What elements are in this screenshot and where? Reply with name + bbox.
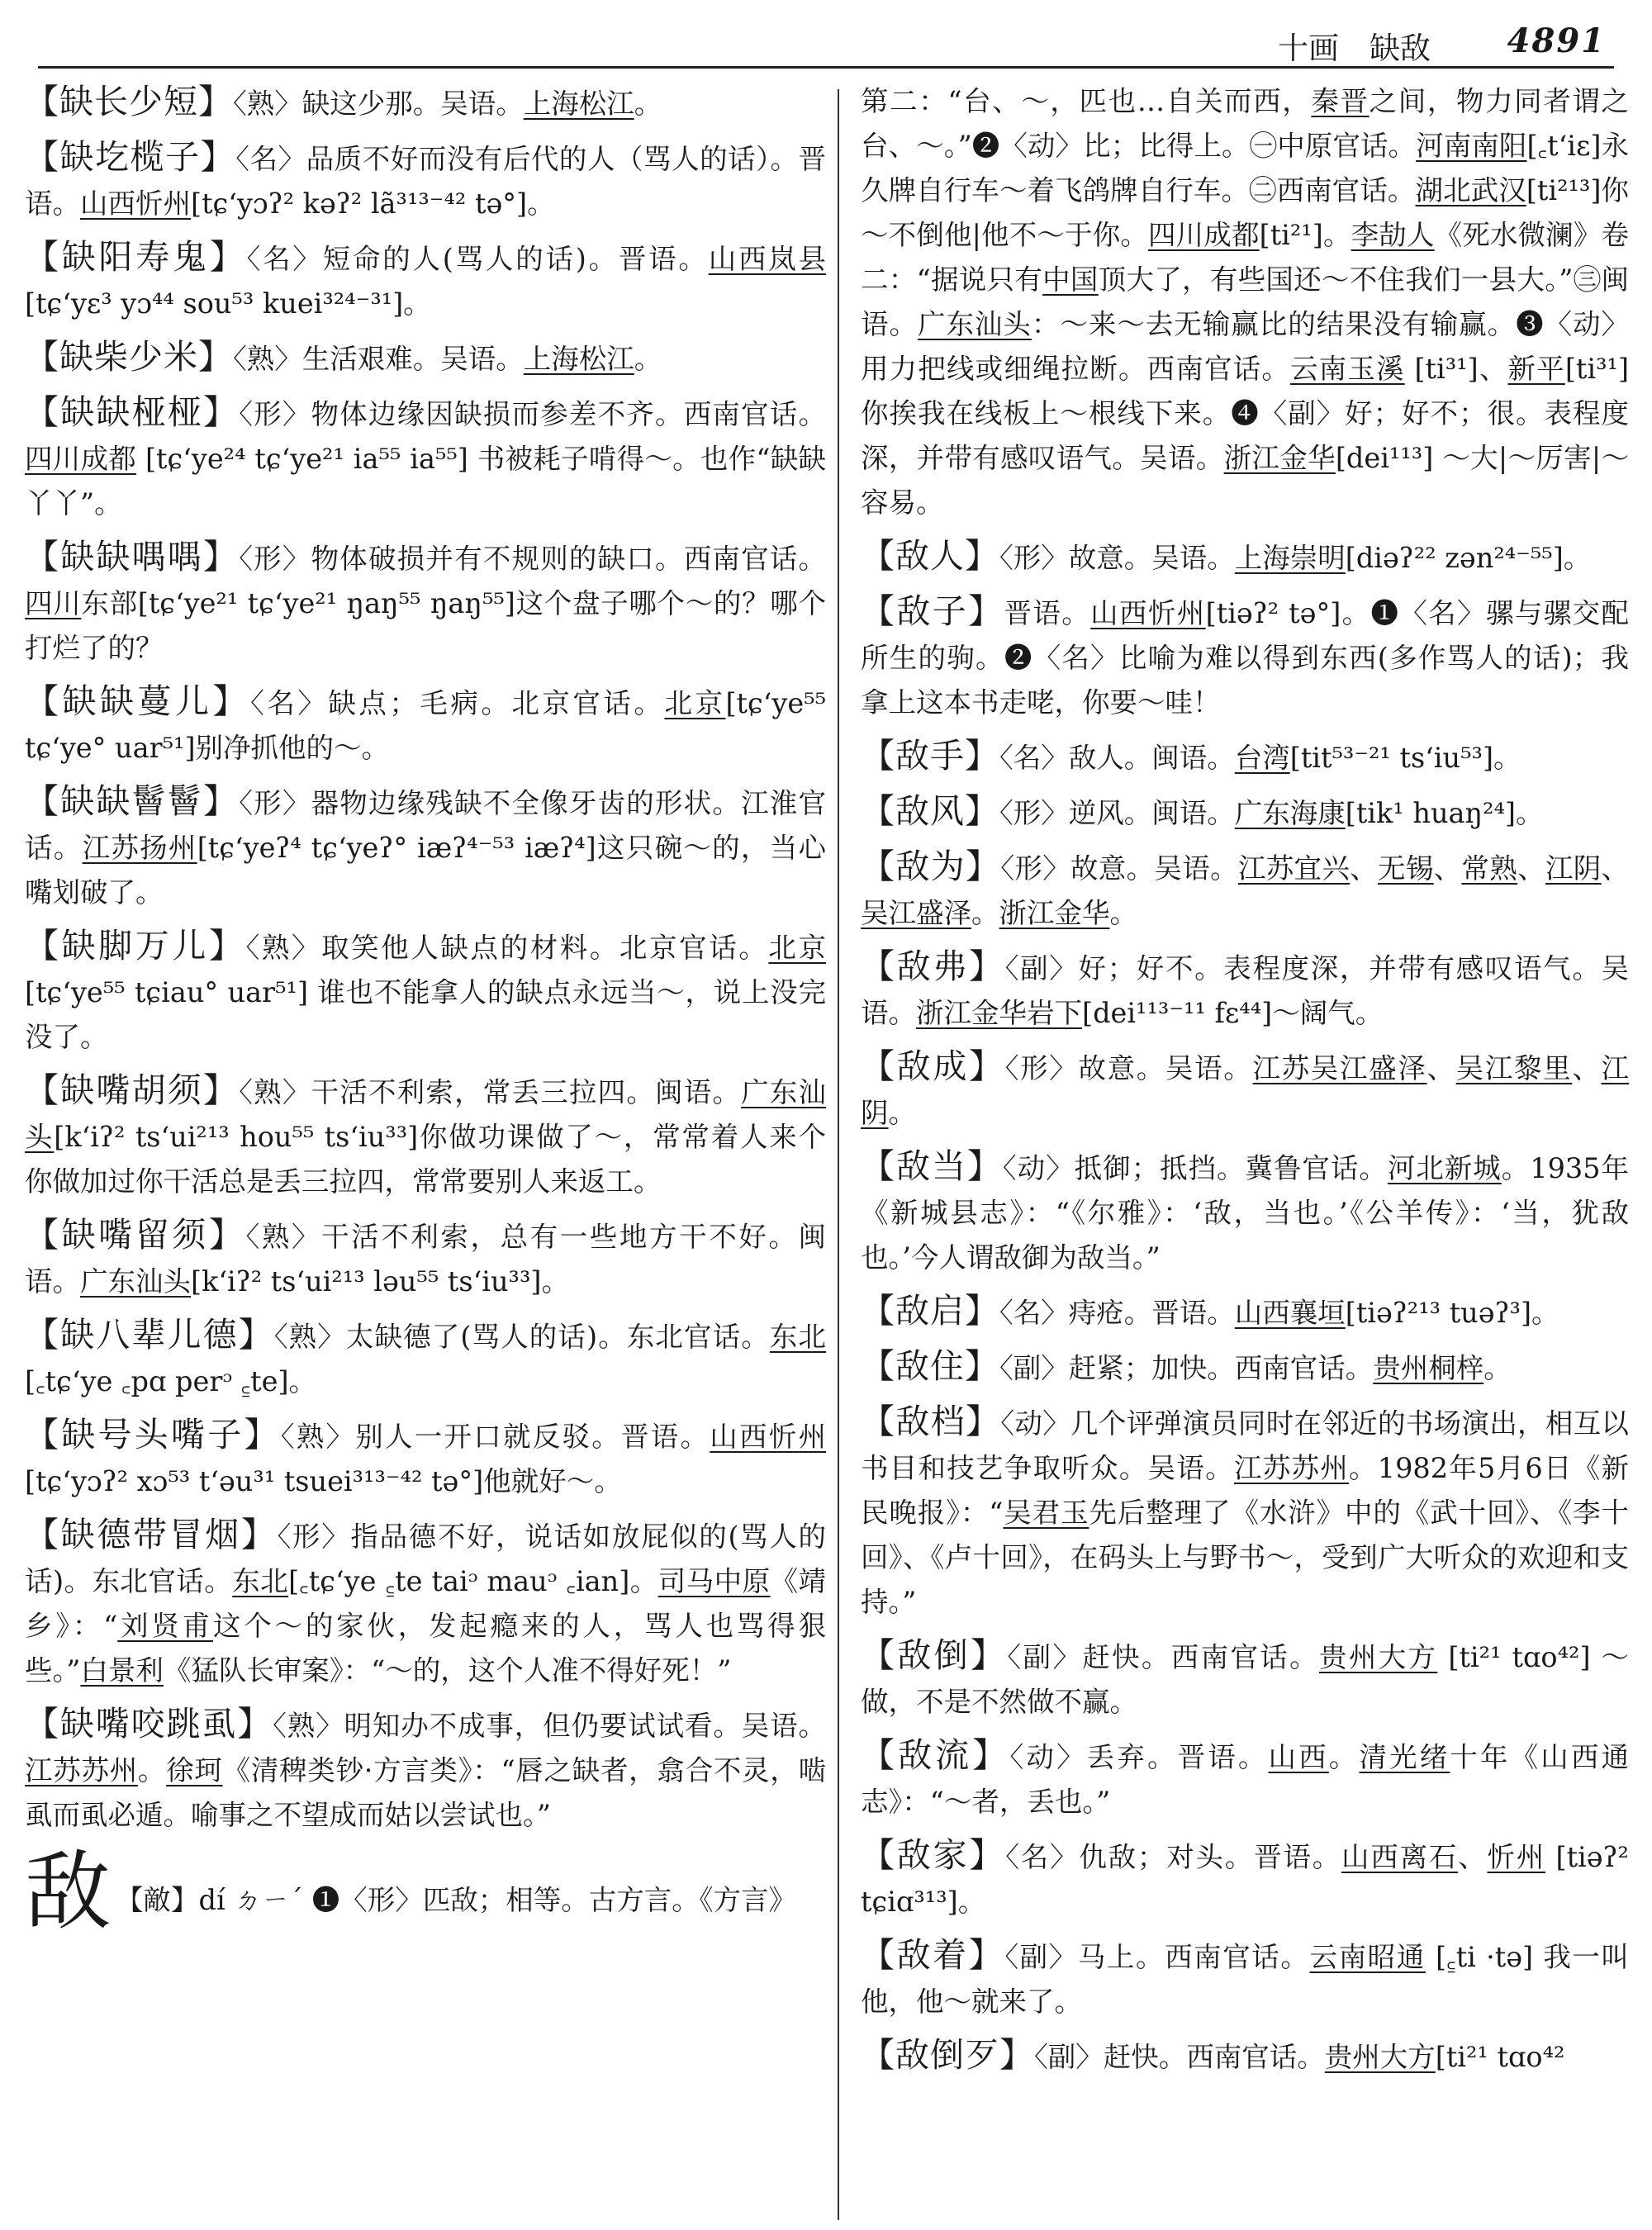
dictionary-entry	[25, 1312, 826, 1404]
left-column	[25, 79, 826, 1945]
place-name: 四川	[25, 587, 82, 619]
dictionary-entry	[25, 1068, 826, 1204]
dictionary-entry	[861, 1044, 1629, 1136]
entry-headword: 【缺阳寿鬼】	[25, 237, 247, 277]
definition-text: 〈名〉品质不好而没有后代的人（骂人的话）。晋语。	[25, 143, 827, 220]
entry-headword: 【缺嘴胡须】	[25, 1070, 240, 1110]
chapter-title: 十画 缺敌	[1278, 31, 1431, 66]
place-name: 河南南阳	[1416, 130, 1527, 162]
dictionary-entry	[25, 779, 826, 915]
definition-text: 【敵】dí ㄉㄧˊ ❶〈形〉匹敌；相等。古方言。《方言》	[116, 1884, 796, 1916]
place-name: 江苏苏州	[25, 1754, 138, 1786]
place-name: 山西	[1268, 1741, 1329, 1773]
place-name: 四川成都	[25, 443, 137, 475]
definition-text: 〈熟〉缺这少那。吴语。	[233, 88, 524, 120]
definition-text: 〈熟〉生活艰难。吴语。	[233, 343, 524, 375]
entry-headword: 【缺脚万儿】	[25, 926, 246, 966]
definition-text: 、	[1350, 852, 1378, 885]
dictionary-entry	[861, 944, 1629, 1036]
definition-text: 〈名〉敌人。闽语。	[999, 742, 1235, 774]
definition-text: 这个～的家伙，发起瘾来的人，骂人也骂得狠些。”	[25, 1610, 826, 1687]
definition-text: 。1982年5月6日《新民晚报》：“	[861, 1452, 1629, 1529]
place-name: 北京	[664, 687, 726, 719]
definition-text: [diəʔ²² zən²⁴⁻⁵⁵]。	[1345, 542, 1592, 574]
dictionary-entry	[861, 844, 1629, 936]
entry-headword: 【敌家】	[861, 1835, 1006, 1875]
place-name: 山西岚县	[708, 243, 827, 275]
entry-headword: 【缺嘴留须】	[25, 1215, 246, 1255]
place-name: 广东汕头	[80, 1265, 191, 1298]
definition-text: [tiəʔ² tɕiɑ³¹³]。	[861, 1841, 1629, 1918]
definition-text: [dei¹¹³⁻¹¹ fɛ⁴⁴]～阔气。	[1082, 997, 1384, 1029]
entry-headword: 【缺号头嘴子】	[25, 1415, 281, 1454]
definition-text: 〈形〉故意。吴语。	[999, 542, 1235, 574]
place-name: 贵州桐梓	[1373, 1352, 1484, 1384]
definition-text: 。	[888, 1097, 916, 1129]
place-name: 刘贤甫	[117, 1610, 213, 1642]
place-name: 山西忻州	[710, 1421, 826, 1453]
place-name: 白景利	[80, 1654, 164, 1687]
definition-text: 〈副〉赶紧；加快。西南官话。	[999, 1352, 1374, 1384]
dictionary-entry	[861, 1144, 1629, 1280]
place-name: 秦晋	[1311, 85, 1370, 117]
definition-text: 十年《山西通志》：“～者，丢也。”	[861, 1741, 1630, 1818]
definition-text: [꜀tɕʻye ꜁te taiᵓ mauᵓ ꜀ian]。	[288, 1565, 658, 1597]
entry-headword: 【缺德带冒烟】	[25, 1515, 278, 1554]
right-column	[861, 79, 1629, 2088]
definition-text: [ti²¹³]你～不倒他|他不～于你。	[861, 174, 1630, 251]
dictionary-entry	[861, 789, 1629, 836]
dictionary-entry	[861, 589, 1629, 725]
definition-text: 第二：“台、～，匹也…自关而西，	[861, 85, 1312, 117]
definition-text: 晋语。	[1004, 597, 1091, 629]
entry-headword: 【敌当】	[861, 1146, 1003, 1186]
definition-text: 东部[tɕʻye²¹ tɕʻye²¹ ŋaŋ⁵⁵ ŋaŋ⁵⁵]这个盘子哪个～的？哪个打烂了的？	[25, 587, 827, 664]
definition-text: [tik¹ huaŋ²⁴]。	[1345, 797, 1544, 829]
dictionary-entry	[25, 334, 826, 382]
definition-text: 、	[1572, 1052, 1602, 1084]
definition-text: 《死水微澜》卷二：“据说只有	[861, 219, 1630, 296]
definition-text: 、	[1433, 852, 1462, 885]
definition-text: 〈形〉物体破损并有不规则的缺口。西南官话。	[239, 543, 827, 575]
definition-text: [tɕʻyeʔ⁴ tɕʻyeʔ° iæʔ⁴⁻⁵³ iæʔ⁴]这只碗～的，当心嘴划破了。	[25, 832, 827, 909]
dictionary-entry	[861, 733, 1629, 780]
definition-text: 《清稗类钞·方言类》：“唇之缺者，翕合不灵，啮虱而虱必遁。喻事之不望成而姑以尝试也。”	[25, 1754, 827, 1831]
place-name: 山西忻州	[80, 187, 191, 220]
entry-headword: 【敌子】	[861, 591, 1004, 631]
entry-headword: 【缺柴少米】	[25, 337, 233, 377]
definition-text: 。	[137, 1754, 167, 1786]
place-name: 无锡	[1378, 852, 1434, 885]
place-name: 浙江金华	[1223, 442, 1336, 474]
place-name: 中国	[1042, 263, 1099, 296]
place-name: 台湾	[1234, 742, 1290, 774]
entry-headword: 【缺八辈儿德】	[25, 1315, 274, 1355]
definition-text: [ti³¹]你挨我在线板上～根线下来。❹〈副〉好；好不；很。表程度深，并带有感叹语气。吴语。	[861, 353, 1630, 474]
place-name: 上海崇明	[1234, 542, 1346, 574]
head-character-entry	[25, 1841, 826, 1942]
column-divider	[838, 89, 839, 2220]
definition-text: [dei¹¹³] ～大|～厉害|～容易。	[861, 442, 1630, 519]
entry-headword: 【敌倒】	[861, 1635, 1008, 1675]
place-name: 江苏宜兴	[1237, 852, 1351, 885]
definition-text: [ti²¹ tɑo⁴²	[1435, 2041, 1565, 2073]
place-name: 河北新城	[1387, 1152, 1502, 1184]
definition-text: 〈名〉短命的人(骂人的话)。晋语。	[246, 243, 709, 275]
entry-headword: 【敌弗】	[861, 947, 1005, 986]
definition-text: 。	[1483, 1352, 1512, 1384]
dictionary-entry	[25, 1412, 826, 1504]
place-name: 湖北武汉	[1415, 174, 1526, 206]
place-name: 忻州	[1487, 1841, 1546, 1873]
entry-headword: 【敌流】	[861, 1735, 1010, 1775]
dictionary-entry	[25, 1512, 826, 1693]
place-name: 山西忻州	[1090, 597, 1206, 629]
definition-text: [kʻiʔ² tsʻui²¹³ ləu⁵⁵ tsʻiu³³]。	[191, 1265, 569, 1298]
definition-text: [tit⁵³⁻²¹ tsʻiu⁵³]。	[1289, 742, 1521, 774]
definition-text: 。1935年《新城县志》：“《尔雅》：‘敌，当也。’《公羊传》：‘当，犹敌也。’今人谓敌御为敌当。”	[861, 1152, 1630, 1274]
definition-text: 先后整理了《水浒》中的《武十回》、《李十回》、《卢十回》，在码头上与野书～，受到广大听众的欢迎和支持。”	[861, 1497, 1630, 1618]
definition-text: [ti²¹]。	[1259, 219, 1351, 251]
entry-headword: 【缺缺蔓儿】	[25, 681, 251, 721]
definition-text: 〈名〉仇敌；对头。晋语。	[1005, 1841, 1341, 1873]
page-number: 4891	[1507, 21, 1606, 60]
definition-text: 顶大了，有些国还～不住我们一县大。”㊂闽语。	[861, 263, 1629, 340]
definition-text: [tiəʔ² tə°]。❶〈名〉骡与骡交配所生的驹。❷〈名〉比喻为难以得到东西(多作骂人的话)；我拿上这本书走咾，你要～哇！	[861, 597, 1630, 719]
dictionary-entry	[861, 1399, 1629, 1625]
definition-text: 〈动〉丢弃。晋语。	[1009, 1741, 1269, 1773]
definition-text: [tɕʻyɔʔ² xɔ⁵³ tʻəu³¹ tsuei³¹³⁻⁴² tə°]他就好～。	[25, 1465, 622, 1497]
entry-headword: 【缺嘴咬跳虱】	[25, 1704, 273, 1744]
definition-text: 〈熟〉别人一开口就反驳。晋语。	[280, 1421, 710, 1453]
entry-headword: 【敌手】	[861, 736, 999, 776]
place-name: 山西襄垣	[1234, 1297, 1346, 1329]
place-name: 江阴	[861, 1052, 1630, 1129]
place-name: 上海松江	[523, 88, 634, 120]
definition-text: [tɕʻyɛ³ yɔ⁴⁴ sou⁵³ kuei³²⁴⁻³¹]。	[25, 287, 431, 320]
definition-text: 〈名〉痔疮。晋语。	[999, 1297, 1235, 1329]
place-name: 江苏吴江盛泽	[1252, 1052, 1427, 1084]
definition-text: [꜀tʻiɛ]永久牌自行车～着飞鸽牌自行车。㊁西南官话。	[861, 130, 1629, 206]
definition-text: 〈副〉赶快。西南官话。	[1034, 2041, 1325, 2073]
definition-text: 〈副〉赶快。西南官话。	[1007, 1641, 1319, 1673]
entry-headword: 【缺长少短】	[25, 82, 233, 121]
dictionary-entry	[861, 1933, 1629, 2024]
entry-headword: 【缺缺桠桠】	[25, 392, 240, 432]
place-name: 贵州大方	[1324, 2041, 1436, 2073]
place-name: 广东汕头	[917, 308, 1032, 340]
definition-text: 《靖乡》：“	[25, 1565, 827, 1642]
definition-text: 《猛队长审案》：“～的，这个人准不得好死！”	[163, 1654, 732, 1687]
entry-headword: 【敌为】	[861, 847, 1001, 886]
page-header	[0, 0, 1652, 66]
place-name: 吴江黎里	[1455, 1052, 1573, 1084]
place-name: 东北	[232, 1565, 289, 1597]
dictionary-entry	[861, 1833, 1629, 1924]
dictionary-entry	[25, 79, 826, 126]
place-name: 吴江盛泽	[861, 897, 971, 929]
definition-text: 。	[1328, 1741, 1360, 1773]
place-name: 云南玉溪	[1290, 353, 1405, 385]
entry-headword: 【缺圪榄子】	[25, 137, 236, 177]
place-name: 四川成都	[1148, 219, 1260, 251]
entry-headword: 【缺缺喁喁】	[25, 537, 240, 576]
dictionary-entry	[861, 1344, 1629, 1391]
definition-text: 〈熟〉取笑他人缺点的材料。北京官话。	[245, 932, 769, 964]
definition-text: 〈动〉抵御；抵挡。冀鲁官话。	[1002, 1152, 1388, 1184]
definition-text: 、	[1458, 1841, 1488, 1873]
definition-text: [kʻiʔ² tsʻui²¹³ hou⁵⁵ tsʻiu³³]你做功课做了～，常常着人来个你做加过你干活总是丢三拉四，常常要别人来返工。	[25, 1121, 827, 1198]
definition-text: [꜁ti ·tə] 我一叫他，他～就来了。	[861, 1941, 1630, 2018]
definition-text: 〈形〉器物边缘残缺不全像牙齿的形状。江淮官话。	[25, 787, 827, 864]
definition-text: 〈熟〉太缺德了(骂人的话)。东北官话。	[273, 1321, 770, 1353]
definition-text: [tɕʻye⁵⁵ tɕʻye° uar⁵¹]别净抓他的～。	[25, 687, 827, 764]
definition-text: 〈形〉指品德不好，说话如放屁似的(骂人的话)。东北官话。	[25, 1521, 826, 1597]
definition-text: 之间，物力同者谓之台、～。”❷〈动〉比；比得上。㊀中原官话。	[861, 85, 1630, 162]
definition-text: 〈形〉故意。吴语。	[1004, 1052, 1253, 1084]
entry-headword: 【敌成】	[861, 1046, 1005, 1086]
place-name: 清光绪	[1359, 1741, 1450, 1773]
definition-text: 、	[1427, 1052, 1456, 1084]
definition-text: 〈熟〉明知办不成事，但仍要试试看。吴语。	[273, 1710, 826, 1742]
head-character: 敌	[25, 1841, 112, 1942]
dictionary-entry	[25, 1212, 826, 1304]
dictionary-entry	[861, 2033, 1629, 2080]
definition-text: 〈副〉马上。西南官话。	[1004, 1941, 1310, 1973]
place-name: 江阴	[1545, 852, 1602, 885]
entry-headword: 【敌人】	[861, 536, 999, 576]
definition-text: 〈名〉缺点；毛病。北京官话。	[250, 687, 665, 719]
place-name: 浙江金华	[999, 897, 1110, 929]
place-name: 北京	[768, 932, 827, 964]
entry-headword: 【敌启】	[861, 1291, 999, 1331]
dictionary-entry	[861, 534, 1629, 581]
place-name: 江苏扬州	[82, 832, 197, 864]
dictionary-entry	[861, 1733, 1629, 1824]
definition-text: 〈形〉物体边缘因缺损而参差不齐。西南官话。	[239, 398, 827, 430]
definition-text: 、	[1517, 852, 1545, 885]
place-name: 广东汕头	[25, 1076, 827, 1153]
entry-headword: 【敌倒歹】	[861, 2035, 1034, 2075]
dictionary-entry	[861, 79, 1629, 525]
entry-headword: 【缺缺鬙鬙】	[25, 781, 240, 821]
definition-text: 、	[1601, 852, 1630, 885]
place-name: 常熟	[1461, 852, 1518, 885]
dictionary-entry	[25, 235, 826, 326]
entry-headword: 【敌档】	[861, 1402, 1001, 1441]
definition-text: 。	[634, 343, 662, 375]
entry-headword: 【敌住】	[861, 1346, 999, 1386]
place-name: 徐珂	[166, 1754, 223, 1786]
dictionary-entry	[861, 1633, 1629, 1725]
definition-text: [ti²¹ tɑo⁴²] ～做，不是不然做不赢。	[861, 1641, 1630, 1718]
definition-text: 〈形〉逆风。闽语。	[999, 797, 1235, 829]
definition-text: 〈形〉故意。吴语。	[1000, 852, 1238, 885]
place-name: 李劼人	[1351, 219, 1435, 251]
place-name: 江苏苏州	[1233, 1452, 1349, 1484]
definition-text: [tiəʔ²¹³ tuəʔ³]。	[1345, 1297, 1559, 1329]
dictionary-entry	[861, 1288, 1629, 1336]
definition-text: 。	[971, 897, 999, 929]
place-name: 广东海康	[1234, 797, 1346, 829]
definition-text: [꜀tɕʻye ꜀pɑ perᵓ ꜁te]。	[25, 1365, 317, 1397]
definition-text: 〈熟〉干活不利索，总有一些地方干不好。闽语。	[25, 1221, 827, 1298]
place-name: 云南昭通	[1309, 1941, 1426, 1973]
place-name: 新平	[1507, 353, 1565, 385]
dictionary-entry	[25, 679, 826, 771]
dictionary-entry	[25, 923, 826, 1060]
definition-text: 〈动〉几个评弹演员同时在邻近的书场演出，相互以书目和技艺争取听众。吴语。	[861, 1407, 1630, 1484]
definition-text: ：～来～去无输赢比的结果没有输赢。❸〈动〉用力把线或细绳拉断。西南官话。	[861, 308, 1630, 385]
entry-headword: 【敌风】	[861, 791, 999, 831]
definition-text: 。	[1109, 897, 1137, 929]
dictionary-entry	[25, 135, 826, 226]
place-name: 东北	[769, 1321, 827, 1353]
place-name: 司马中原	[657, 1565, 771, 1597]
entry-headword: 【敌着】	[861, 1935, 1005, 1975]
definition-text: 〈副〉好；好不。表程度深，并带有感叹语气。吴语。	[861, 952, 1630, 1029]
header-rule	[38, 66, 1614, 69]
place-name: 山西离石	[1341, 1841, 1459, 1873]
definition-text: [tɕʻye²⁴ tɕʻye²¹ ia⁵⁵ ia⁵⁵] 书被耗子啃得～。也作“缺缺丫丫”。	[25, 443, 826, 520]
definition-text: [ti³¹]、	[1404, 353, 1508, 385]
dictionary-entry	[25, 390, 826, 526]
place-name: 贵州大方	[1319, 1641, 1438, 1673]
dictionary-entry	[25, 1701, 826, 1838]
place-name: 上海松江	[523, 343, 634, 375]
definition-text: [tɕʻyɔʔ² kəʔ² lã³¹³⁻⁴² tə°]。	[191, 187, 555, 220]
definition-text: [tɕʻye⁵⁵ tɕiau° uar⁵¹] 谁也不能拿人的缺点永远当～，说上没完没了。	[25, 976, 826, 1053]
definition-text: 〈熟〉干活不利索，常丢三拉四。闽语。	[239, 1076, 742, 1108]
place-name: 浙江金华岩下	[916, 997, 1082, 1029]
place-name: 吴君玉	[1003, 1497, 1089, 1529]
definition-text: 。	[634, 88, 662, 120]
dictionary-entry	[25, 534, 826, 671]
